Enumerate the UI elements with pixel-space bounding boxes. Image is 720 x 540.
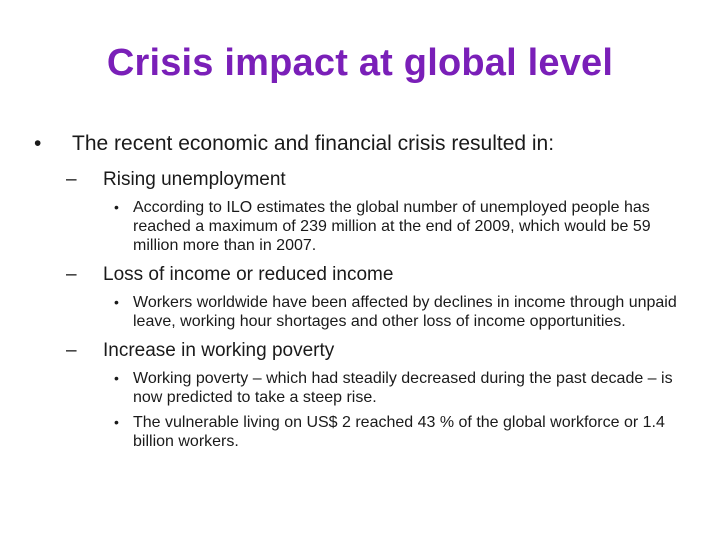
section-point-text: According to ILO estimates the global number of unemployed people has reached a maximum of 239 million at the end of 2009, which would be 59 million more than in 2007. [133, 199, 651, 254]
section-point [28, 413, 698, 451]
section-point-text: Working poverty – which had steadily decreased during the past decade – is now predicted to take a steep rise. [133, 370, 673, 406]
section-heading-text: Rising unemployment [103, 169, 286, 190]
section-heading [28, 339, 698, 363]
dash-icon: – [66, 340, 77, 361]
bullet-icon: • [114, 414, 119, 430]
section-heading-text: Loss of income or reduced income [103, 264, 394, 285]
section-point [28, 293, 698, 331]
section-point [28, 198, 698, 255]
bullet-icon: • [34, 132, 42, 155]
intro-bullet [28, 130, 698, 158]
slide-content [28, 130, 698, 459]
bullet-icon: • [114, 294, 119, 310]
section-poverty [28, 339, 698, 451]
dash-icon: – [66, 169, 77, 190]
bullet-icon: • [114, 199, 119, 215]
slide-title: Crisis impact at global level [106, 42, 614, 84]
section-point-text: The vulnerable living on US$ 2 reached 43 % of the global workforce or 1.4 billion workers. [133, 414, 665, 450]
intro-text: The recent economic and financial crisis resulted in: [72, 132, 555, 155]
section-heading [28, 168, 698, 192]
section-unemployment [28, 168, 698, 255]
section-heading [28, 263, 698, 287]
section-point-text: Workers worldwide have been affected by declines in income through unpaid leave, working hour shortages and other loss of income opportunities. [133, 294, 677, 330]
dash-icon: – [66, 264, 77, 285]
section-heading-text: Increase in working poverty [103, 340, 335, 361]
section-point [28, 369, 698, 407]
bullet-icon: • [114, 370, 119, 386]
section-income [28, 263, 698, 331]
